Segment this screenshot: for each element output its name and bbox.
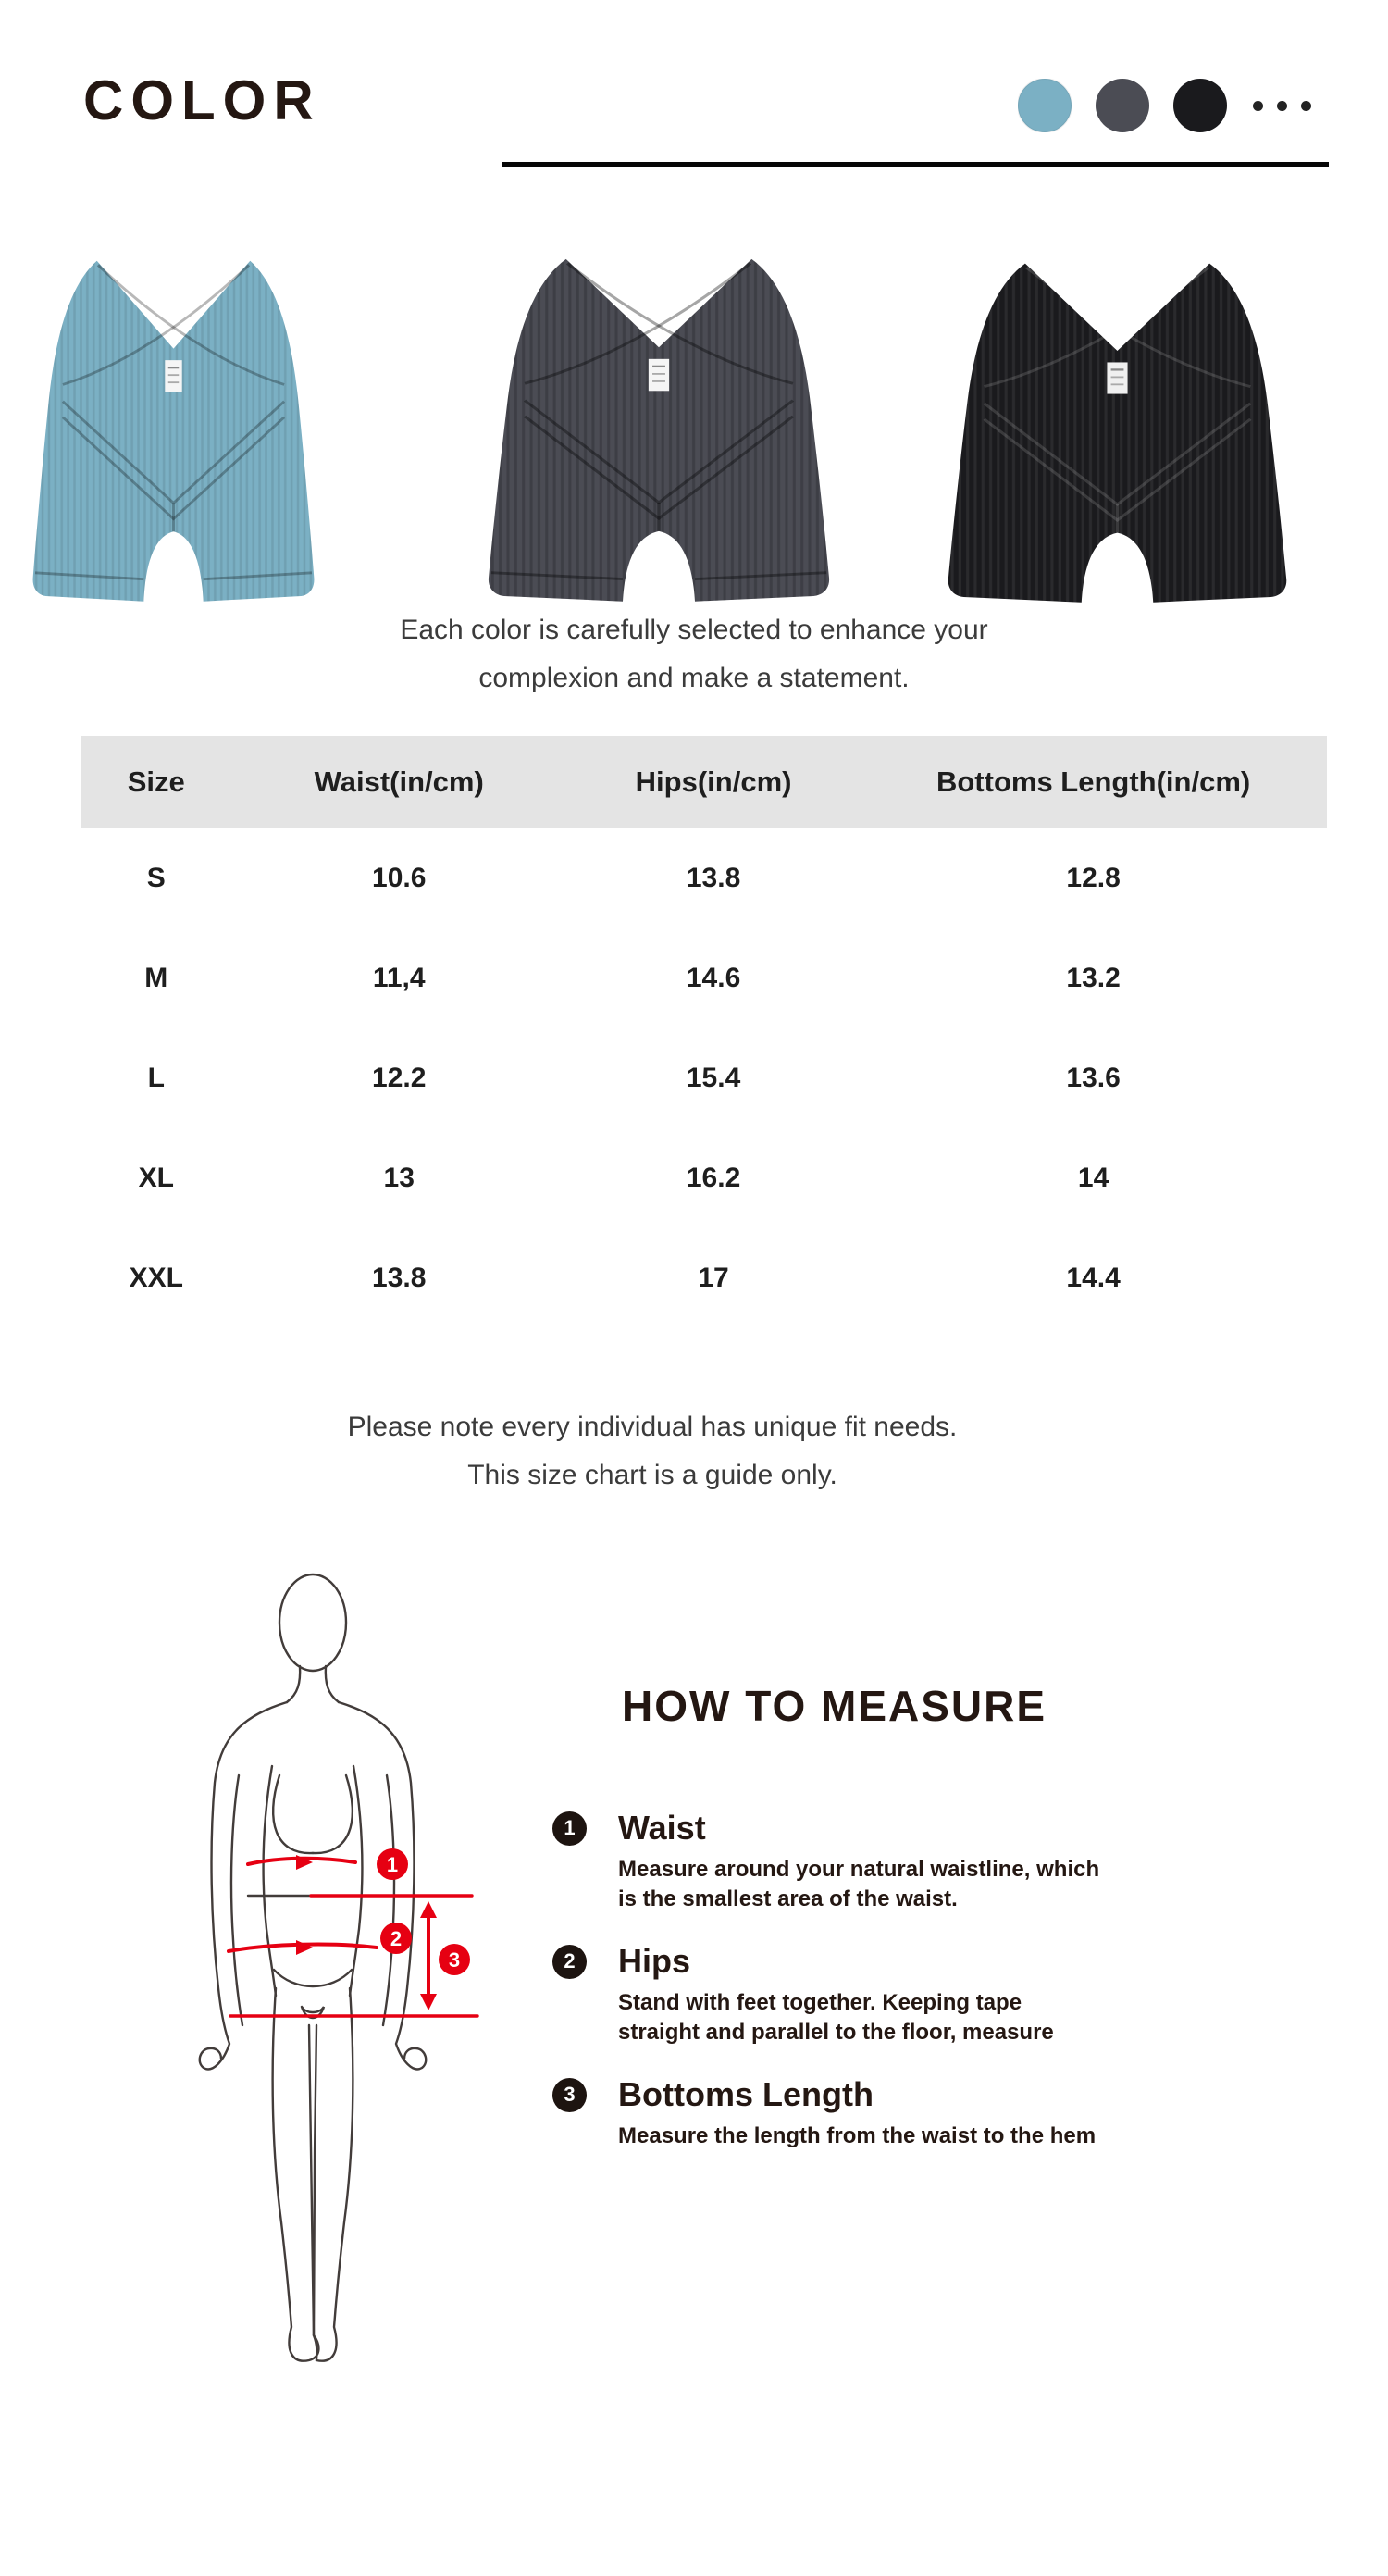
size-chart-note xyxy=(0,1403,1305,1500)
note-line-2: This size chart is a guide only. xyxy=(467,1460,837,1490)
cell-length: 12.8 xyxy=(1066,863,1121,893)
cell-waist: 13.8 xyxy=(372,1263,427,1293)
measurement-figure xyxy=(183,1569,493,2376)
description-line: Measure around your natural waistline, which xyxy=(618,1857,1100,1882)
measure-item-description xyxy=(618,1988,1311,2047)
ellipsis-dot xyxy=(1253,101,1263,111)
numbered-bullet-icon: 2 xyxy=(552,1945,587,1979)
cell-hips: 14.6 xyxy=(686,963,741,993)
cell-waist: 10.6 xyxy=(372,863,427,893)
measure-item-label: Waist xyxy=(618,1809,706,1847)
product-photo-black xyxy=(925,236,1309,604)
cell-length: 14 xyxy=(1077,1163,1109,1193)
color-swatch-blue xyxy=(1018,79,1072,132)
body-outline xyxy=(200,1574,427,2361)
product-photo-blue xyxy=(14,233,333,604)
color-caption xyxy=(42,606,1346,703)
color-section-title: COLOR xyxy=(83,69,321,131)
numbered-bullet-icon: 3 xyxy=(552,2078,587,2112)
size-chart-header-row xyxy=(81,736,1327,828)
description-line: Stand with feet together. Keeping tape xyxy=(618,1990,1022,2015)
column-header-waist: Waist(in/cm) xyxy=(314,765,484,798)
note-line-1: Please note every individual has unique fit needs. xyxy=(347,1412,958,1442)
color-swatch-black xyxy=(1173,79,1227,132)
measure-item-description xyxy=(618,2122,1311,2151)
measure-item-hips xyxy=(552,1942,1311,2047)
cell-size: S xyxy=(146,863,166,893)
cell-waist: 12.2 xyxy=(372,1063,427,1093)
ellipsis-dot xyxy=(1277,101,1287,111)
column-header-size: Size xyxy=(127,765,185,798)
cell-hips: 16.2 xyxy=(686,1163,741,1193)
ellipsis-dot xyxy=(1301,101,1311,111)
figure-marker-1: 1 xyxy=(386,1853,399,1876)
cell-waist: 11,4 xyxy=(372,963,426,993)
how-to-measure-title: HOW TO MEASURE xyxy=(622,1682,1047,1730)
size-tag xyxy=(165,360,181,392)
table-row xyxy=(81,1228,1327,1328)
cell-length: 14.4 xyxy=(1066,1263,1121,1293)
cell-size: XXL xyxy=(129,1263,183,1293)
cell-hips: 15.4 xyxy=(686,1063,741,1093)
description-line: straight and parallel to the floor, measure xyxy=(618,2020,1054,2045)
measure-item-label: Bottoms Length xyxy=(618,2075,874,2113)
how-to-measure-section xyxy=(552,1681,1311,2179)
cell-size: M xyxy=(144,963,168,993)
cell-length: 13.6 xyxy=(1066,1063,1121,1093)
cell-hips: 13.8 xyxy=(686,863,741,893)
size-tag xyxy=(1107,362,1127,393)
fabric-rib-texture xyxy=(33,261,315,602)
more-colors-icon xyxy=(1253,101,1325,111)
measure-item-description xyxy=(618,1855,1311,1914)
measure-item-waist xyxy=(552,1809,1311,1914)
description-line: Measure the length from the waist to the hem xyxy=(618,2123,1097,2148)
figure-marker-2: 2 xyxy=(390,1927,403,1950)
size-tag xyxy=(649,359,669,391)
cell-waist: 13 xyxy=(383,1163,415,1193)
cell-size: L xyxy=(147,1063,165,1093)
size-chart-table xyxy=(81,736,1327,1328)
cell-length: 13.2 xyxy=(1066,963,1121,993)
caption-line-1: Each color is carefully selected to enhance your xyxy=(400,615,988,645)
measure-item-bottoms-length xyxy=(552,2075,1311,2151)
column-header-length: Bottoms Length(in/cm) xyxy=(936,765,1251,798)
measure-item-label: Hips xyxy=(618,1942,691,1980)
caption-line-2: complexion and make a statement. xyxy=(478,663,910,693)
figure-marker-3: 3 xyxy=(448,1948,461,1972)
numbered-bullet-icon: 1 xyxy=(552,1811,587,1846)
header-divider xyxy=(502,162,1329,167)
color-swatch-gray xyxy=(1096,79,1149,132)
table-row xyxy=(81,1128,1327,1228)
fabric-rib-texture xyxy=(948,264,1287,603)
product-photo-gray xyxy=(465,231,852,604)
cell-size: XL xyxy=(138,1163,174,1193)
fabric-rib-texture xyxy=(489,259,829,602)
table-row xyxy=(81,828,1327,928)
column-header-hips: Hips(in/cm) xyxy=(635,765,792,798)
color-swatches xyxy=(1018,79,1325,132)
description-line: is the smallest area of the waist. xyxy=(618,1886,958,1911)
table-row xyxy=(81,1028,1327,1128)
table-row xyxy=(81,928,1327,1028)
cell-hips: 17 xyxy=(698,1263,729,1293)
